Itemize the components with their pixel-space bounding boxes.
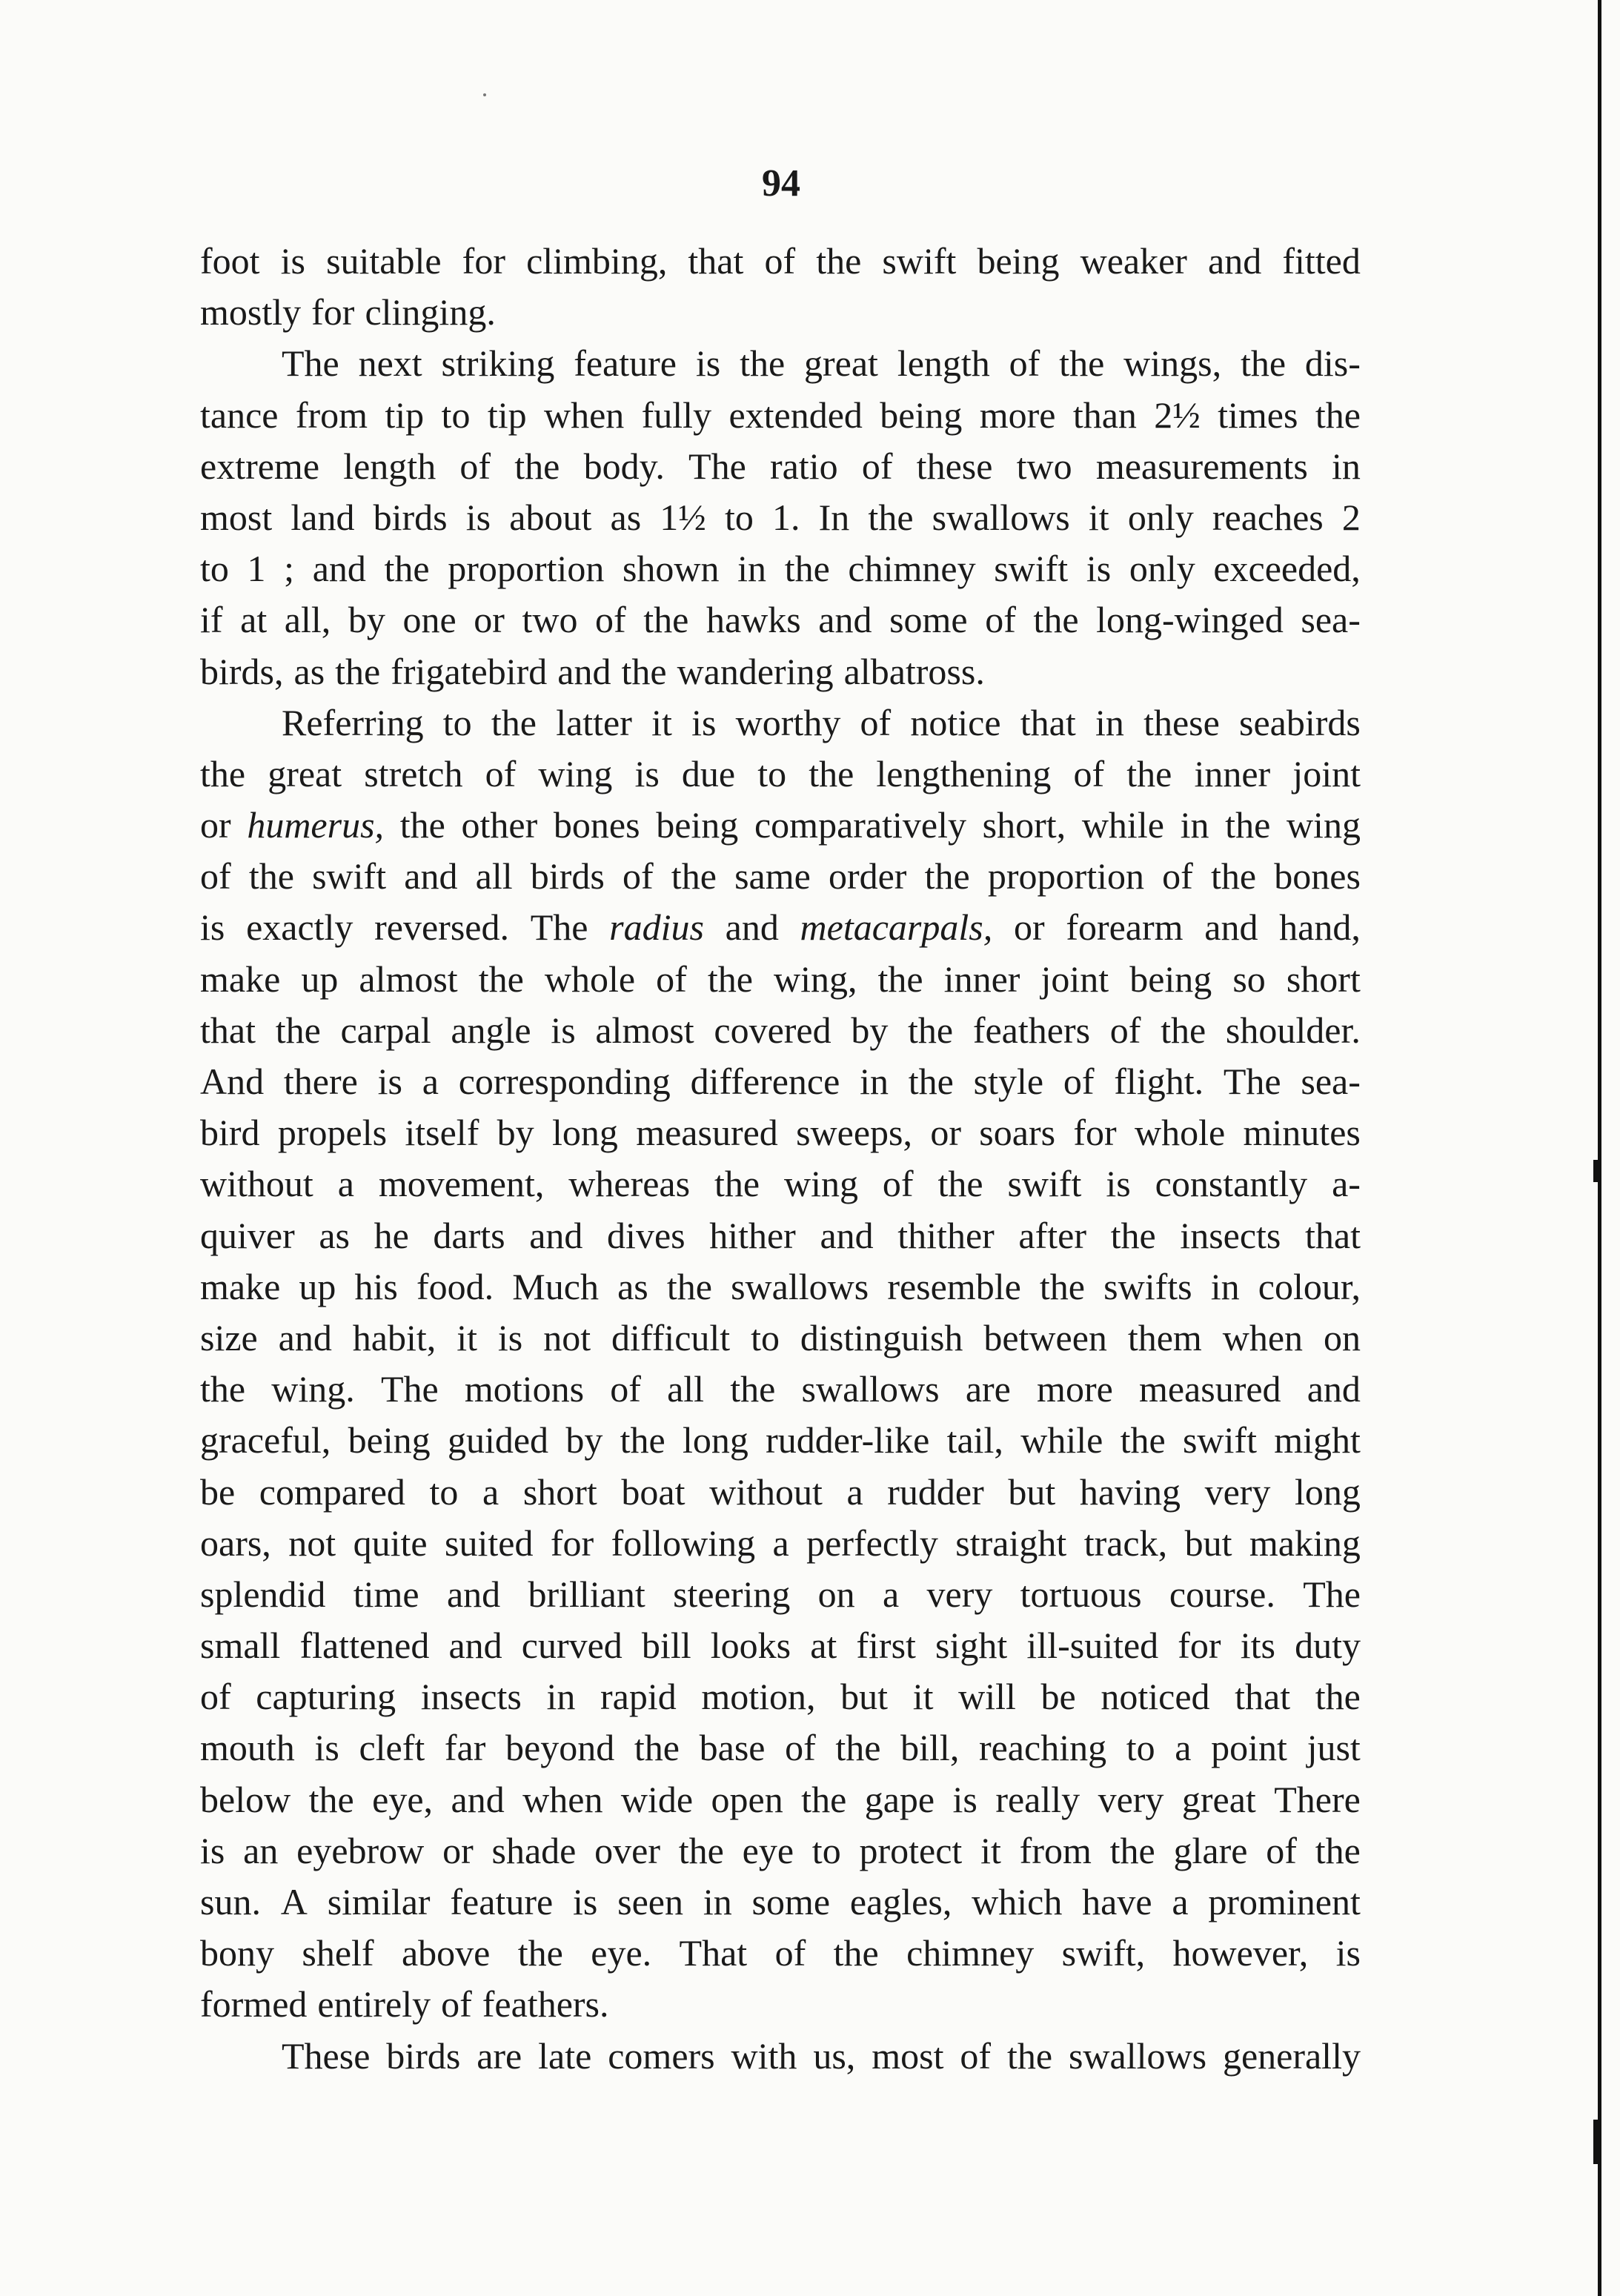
text-line: make up almost the whole of the wing, the inner joint being so short <box>200 958 1361 1000</box>
scan-edge-line <box>1598 0 1601 2296</box>
text-line: quiver as he darts and dives hither and thither after the insects that <box>200 1214 1361 1256</box>
text-line: the great stretch of wing is due to the lengthening of the inner joint <box>200 752 1361 794</box>
text-line: is exactly reversed. The radius and metacarpals, or forearm and hand, <box>200 906 1361 949</box>
text-line: of the swift and all birds of the same order the proportion of the bones <box>200 855 1361 898</box>
text-line: And there is a corresponding difference in the style of flight. The sea- <box>200 1061 1361 1102</box>
text-line: without a movement, whereas the wing of the swift is constantly a- <box>200 1163 1361 1205</box>
text-line: size and habit, it is not difficult to distinguish between them when on <box>200 1316 1361 1358</box>
text-line: tance from tip to tip when fully extended being more than 2½ times the <box>200 394 1361 436</box>
text-line: The next striking feature is the great length of the wings, the dis- <box>282 342 1361 385</box>
text-line: of capturing insects in rapid motion, but it will be noticed that the <box>200 1676 1361 1718</box>
text-line: to 1 ; and the proportion shown in the chimney swift is only exceeded, <box>200 548 1361 590</box>
text-line: These birds are late comers with us, most of the swallows generally <box>282 2034 1361 2077</box>
text-line: birds, as the frigatebird and the wandering albatross. <box>200 650 985 692</box>
text-line: bird propels itself by long measured sweeps, or soars for whole minutes <box>200 1112 1361 1154</box>
page-body-text <box>200 236 1361 2082</box>
scan-edge-mark <box>1593 2120 1601 2164</box>
text-line: below the eye, and when wide open the gape is really very great There <box>200 1778 1361 1820</box>
scan-speck <box>483 93 486 96</box>
text-line: oars, not quite suited for following a perfectly straight track, but making <box>200 1522 1361 1564</box>
text-line: splendid time and brilliant steering on a very tortuous course. The <box>200 1573 1361 1615</box>
text-line: extreme length of the body. The ratio of these two measurements in <box>200 445 1361 487</box>
text-line: mostly for clinging. <box>200 291 496 334</box>
text-line: graceful, being guided by the long rudder-like tail, while the swift might <box>200 1419 1361 1461</box>
text-line: the wing. The motions of all the swallows are more measured and <box>200 1368 1361 1410</box>
page-number: 94 <box>762 162 800 205</box>
text-line: formed entirely of feathers. <box>200 1983 609 2025</box>
text-line: Referring to the latter it is worthy of notice that in these seabirds <box>282 701 1361 743</box>
text-line: that the carpal angle is almost covered by the feathers of the shoulder. <box>200 1009 1361 1051</box>
text-line: mouth is cleft far beyond the base of the bill, reaching to a point just <box>200 1727 1361 1769</box>
text-line: or humerus, the other bones being comparatively short, while in the wing <box>200 804 1361 846</box>
text-line: is an eyebrow or shade over the eye to protect it from the glare of the <box>200 1829 1361 1871</box>
text-line: small flattened and curved bill looks at first sight ill-suited for its duty <box>200 1625 1361 1667</box>
text-line: if at all, by one or two of the hawks and some of the long-winged sea- <box>200 599 1361 641</box>
text-line: be compared to a short boat without a rudder but having very long <box>200 1470 1361 1513</box>
text-line: make up his food. Much as the swallows resemble the swifts in colour, <box>200 1265 1361 1307</box>
text-line: bony shelf above the eye. That of the chimney swift, however, is <box>200 1932 1361 1974</box>
text-line: sun. A similar feature is seen in some eagles, which have a prominent <box>200 1881 1361 1922</box>
text-line: most land birds is about as 1½ to 1. In the swallows it only reaches 2 <box>200 496 1361 538</box>
text-line: foot is suitable for climbing, that of the swift being weaker and fitted <box>200 240 1361 282</box>
scan-edge-mark <box>1593 1160 1600 1182</box>
